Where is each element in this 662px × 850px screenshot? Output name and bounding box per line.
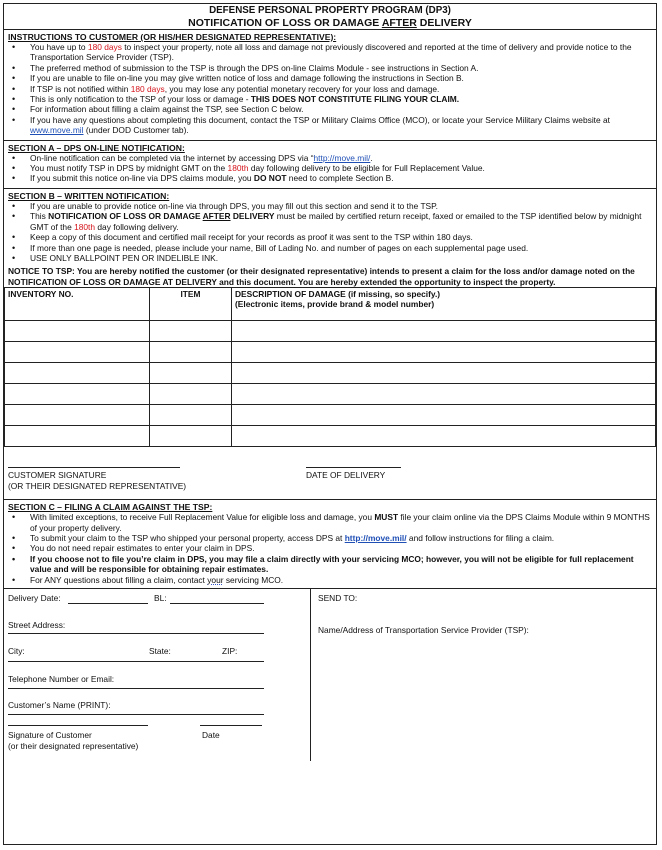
description-cell[interactable] xyxy=(232,384,656,405)
item-cell[interactable] xyxy=(150,405,232,426)
table-row[interactable] xyxy=(5,321,656,342)
form-title: NOTIFICATION OF LOSS OR DAMAGE AFTER DELIVERY xyxy=(188,17,472,29)
street-address-field[interactable] xyxy=(8,633,264,634)
section-b-item: • If more than one page is needed, please include your name, Bill of Lading No. and number of pages on each supplemental page used. xyxy=(30,243,652,253)
send-to-panel xyxy=(310,589,656,761)
after-emphasis: AFTER xyxy=(381,17,417,29)
table-row[interactable] xyxy=(5,405,656,426)
dps-claims-link[interactable]: http://move.mil/ xyxy=(344,532,407,543)
date-field[interactable] xyxy=(200,725,262,726)
instructions-section xyxy=(4,29,656,136)
customer-signature-line[interactable] xyxy=(8,467,180,468)
section-b-item: • This NOTIFICATION OF LOSS OR DAMAGE AFTER DELIVERY must be mailed by certified return receipt, faxed or emailed to the TSP identified below by midnight GMT of the 180th day following delivery. xyxy=(30,211,652,232)
description-cell[interactable] xyxy=(232,342,656,363)
signature-field[interactable] xyxy=(8,725,148,726)
description-cell[interactable] xyxy=(232,321,656,342)
move-mil-link[interactable]: www.move.mil xyxy=(30,125,84,136)
notice-to-tsp: NOTICE TO TSP: You are hereby notified the customer (or their designated representative) intends to present a claim for the loss and/or damage noted on the NOTIFICATION OF LOSS OR DAMAGE AT DELIVERY and this document. You are hereby extended the opportunity to inspect the property. xyxy=(8,266,635,287)
instructions-item: • If you are unable to file on-line you may give written notice of loss and damage following the instructions in Section B. xyxy=(30,73,652,83)
customer-name-label: Customer’s Name (PRINT): xyxy=(8,699,111,710)
section-a xyxy=(4,140,656,184)
section-b xyxy=(4,188,656,287)
item-cell[interactable] xyxy=(150,321,232,342)
tsp-address-label: Name/Address of Transportation Service Provider (TSP): xyxy=(318,624,529,635)
section-b-list xyxy=(4,201,656,263)
section-a-list xyxy=(4,153,656,184)
customer-info-panel xyxy=(4,589,311,761)
instructions-item: • The preferred method of submission to the TSP is through the DPS on-line Claims Module - see instructions in Section A. xyxy=(30,63,652,73)
street-address-label: Street Address: xyxy=(8,619,66,630)
description-cell[interactable] xyxy=(232,363,656,384)
section-c-item: • You do not need repair estimates to enter your claim in DPS. xyxy=(30,543,652,553)
telephone-label: Telephone Number or Email: xyxy=(8,673,115,684)
section-c-heading: SECTION C – FILING A CLAIM AGAINST THE TSP: xyxy=(8,502,213,513)
customer-name-field[interactable] xyxy=(8,714,264,715)
instructions-item: • If TSP is not notified within 180 days, you may lose any potential monetary recovery for your loss and damage. xyxy=(30,84,652,94)
section-b-item: • USE ONLY BALLPOINT PEN OR INDELIBLE INK. xyxy=(30,253,652,263)
telephone-field[interactable] xyxy=(8,688,264,689)
section-c-item: • To submit your claim to the TSP who shipped your personal property, access DPS at http://move.mil/ and follow instructions for filing a claim. xyxy=(30,533,652,543)
instructions-item: • This is only notification to the TSP of your loss or damage - THIS DOES NOT CONSTITUTE FILING YOUR CLAIM. xyxy=(30,94,652,104)
section-a-item: • You must notify TSP in DPS by midnight GMT on the 180th day following delivery to be eligible for Full Replacement Value. xyxy=(30,163,652,173)
date-of-delivery-line[interactable] xyxy=(306,467,401,468)
inventory-cell[interactable] xyxy=(5,426,150,447)
instructions-item: • If you have any questions about completing this document, contact the TSP or Military Claims Office (MCO), or locate your Service Military Claims website at www.move.mil (under DOD Customer tab). xyxy=(30,115,652,136)
section-c-item: • With limited exceptions, to receive Full Replacement Value for eligible loss and damage, you MUST file your claim online via the DPS Claims Module within 9 MONTHS of your property delivery. xyxy=(30,512,652,533)
section-b-item: • Keep a copy of this document and certified mail receipt for your records as proof it was sent to the TSP within 180 days. xyxy=(30,232,652,242)
description-header: DESCRIPTION OF DAMAGE (if missing, so specify.) (Electronic items, provide brand & model number) xyxy=(232,288,656,321)
inventory-table xyxy=(4,287,656,447)
instructions-item: • You have up to 180 days to inspect your property, note all loss and damage not previously discovered and reported at the time of delivery and provide notice to the Transportation Service Provider (TSP). xyxy=(30,42,652,63)
section-c xyxy=(4,499,656,585)
section-a-item: • If you submit this notice on-line via DPS claims module, you DO NOT need to complete Section B. xyxy=(30,173,652,183)
instructions-list xyxy=(4,42,656,136)
section-b-heading: SECTION B – WRITTEN NOTIFICATION: xyxy=(8,190,170,201)
bl-field[interactable] xyxy=(170,603,264,604)
inventory-header-row xyxy=(5,288,656,321)
description-cell[interactable] xyxy=(232,426,656,447)
item-header: ITEM xyxy=(150,288,232,321)
instructions-heading: INSTRUCTIONS TO CUSTOMER (OR HIS/HER DESIGNATED REPRESENTATIVE): xyxy=(8,32,337,42)
date-of-delivery-label: DATE OF DELIVERY xyxy=(306,470,386,481)
inventory-cell[interactable] xyxy=(5,405,150,426)
delivery-date-label: Delivery Date: xyxy=(8,592,61,603)
form-page xyxy=(3,3,657,845)
city-label: City: xyxy=(8,645,25,656)
section-a-item: • On-line notification can be completed via the internet by accessing DPS via “http://move.mil/. xyxy=(30,153,652,163)
signature-sublabel: (or their designated representative) xyxy=(8,740,139,751)
inventory-cell[interactable] xyxy=(5,321,150,342)
dps-link[interactable]: http://move.mil/ xyxy=(313,152,371,163)
inventory-cell[interactable] xyxy=(5,342,150,363)
item-cell[interactable] xyxy=(150,384,232,405)
mailing-block xyxy=(4,588,656,761)
table-row[interactable] xyxy=(5,363,656,384)
item-cell[interactable] xyxy=(150,426,232,447)
zip-label: ZIP: xyxy=(222,645,238,656)
delivery-date-field[interactable] xyxy=(68,603,148,604)
customer-signature-sublabel: (OR THEIR DESIGNATED REPRESENTATIVE) xyxy=(8,481,187,492)
inventory-no-header: INVENTORY NO. xyxy=(5,288,150,321)
inventory-cell[interactable] xyxy=(5,363,150,384)
city-state-zip-field[interactable] xyxy=(8,661,264,662)
section-c-item: • If you choose not to file you’re claim in DPS, you may file a claim directly with your servicing MCO; however, you will not be eligible for full replacement value and will be responsible for obtaining repair estimates. xyxy=(30,554,652,575)
section-b-item: • If you are unable to provide notice on-line via through DPS, you may fill out this section and send it to the TSP. xyxy=(30,201,652,211)
section-c-item: • For ANY questions about filling a claim, contact your servicing MCO. xyxy=(30,575,652,585)
send-to-label: SEND TO: xyxy=(318,592,358,603)
inventory-cell[interactable] xyxy=(5,384,150,405)
table-row[interactable] xyxy=(5,426,656,447)
section-a-heading: SECTION A – DPS ON-LINE NOTIFICATION: xyxy=(8,142,185,153)
instructions-item: • For information about filling a claim against the TSP, see Section C below. xyxy=(30,104,652,114)
section-c-list xyxy=(4,512,656,585)
description-cell[interactable] xyxy=(232,405,656,426)
program-title: DEFENSE PERSONAL PROPERTY PROGRAM (DP3) xyxy=(209,5,451,16)
table-row[interactable] xyxy=(5,384,656,405)
bl-label: BL: xyxy=(154,592,167,603)
signature-label: Signature of Customer xyxy=(8,729,92,740)
item-cell[interactable] xyxy=(150,342,232,363)
date-label: Date xyxy=(202,729,220,740)
customer-signature-label: CUSTOMER SIGNATURE xyxy=(8,470,107,481)
table-row[interactable] xyxy=(5,342,656,363)
customer-signature-block xyxy=(4,447,656,499)
state-label: State: xyxy=(149,645,171,656)
item-cell[interactable] xyxy=(150,363,232,384)
